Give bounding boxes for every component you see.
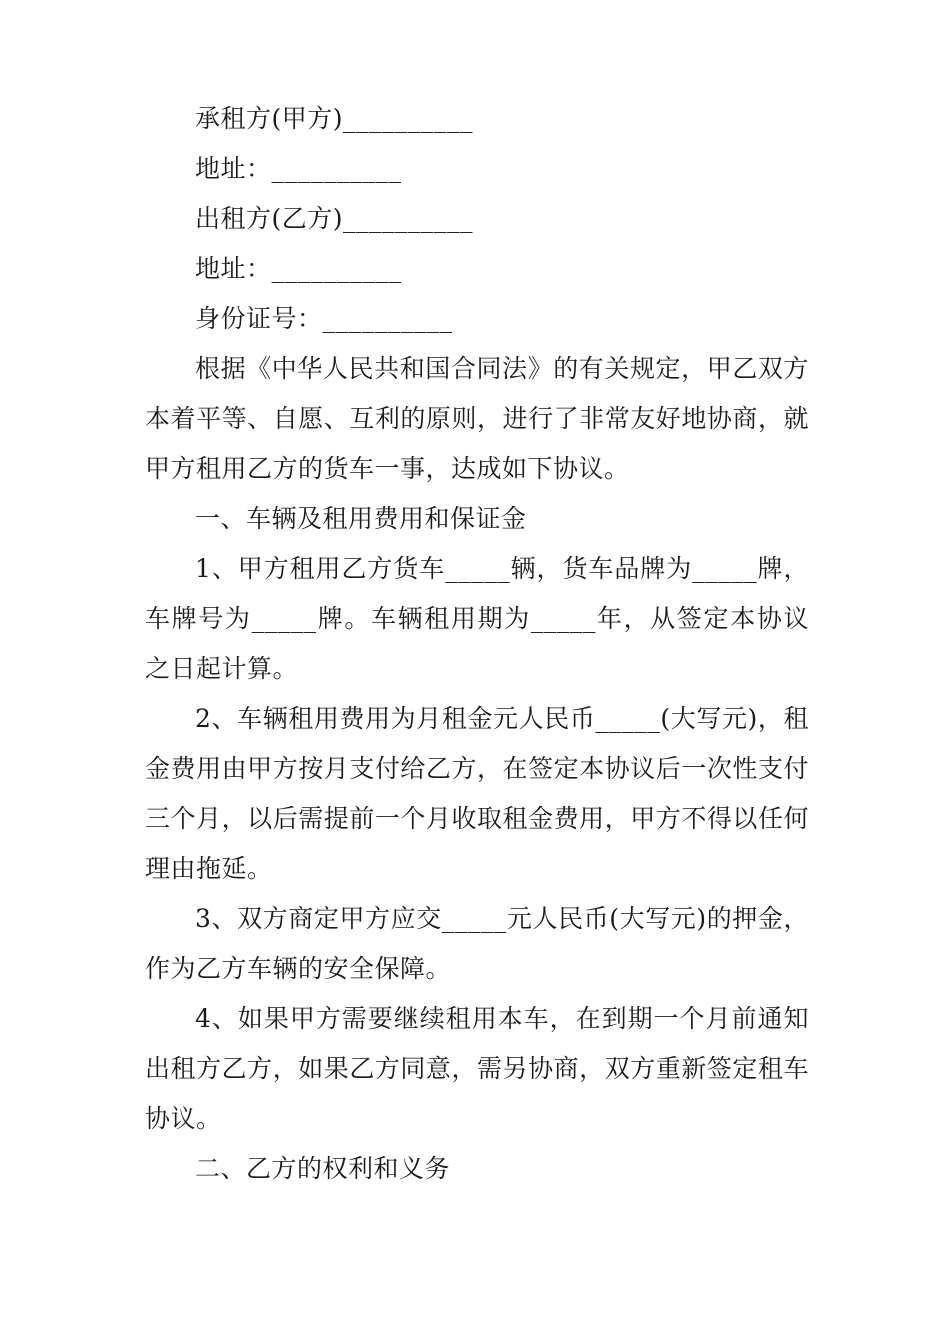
lessee-address-field: 地址：__________ [195,154,402,183]
id-number-field: 身份证号：__________ [195,304,453,333]
section-heading-1: 一、车辆及租用费用和保证金 [195,504,527,533]
lessee-field: 承租方(甲方)__________ [195,104,474,133]
preamble-paragraph: 根据《中华人民共和国合同法》的有关规定，甲乙双方本着平等、自愿、互利的原则，进行了非常友好地协商，就甲方租用乙方的货车一事，达成如下协议。 [145,354,809,483]
clause-1-4: 4、如果甲方需要继续租用本车，在到期一个月前通知出租方乙方，如果乙方同意，需另协商，双方重新签定租车协议。 [145,1004,809,1133]
clause-1-2: 2、车辆租用费用为月租金元人民币_____(大写元)，租金费用由甲方按月支付给乙方，在签定本协议后一次性支付三个月，以后需提前一个月收取租金费用，甲方不得以任何理由拖延。 [145,704,809,883]
lessor-address-field: 地址：__________ [195,254,402,283]
clause-1-1: 1、甲方租用乙方货车_____辆，货车品牌为_____牌，车牌号为_____牌。车辆租用期为_____年，从签定本协议之日起计算。 [145,554,809,683]
section-heading-2: 二、乙方的权利和义务 [195,1154,451,1183]
lessor-field: 出租方(乙方)__________ [195,204,474,233]
clause-1-3: 3、双方商定甲方应交_____元人民币(大写元)的押金，作为乙方车辆的安全保障。 [145,904,809,983]
document-page [145,94,809,1194]
